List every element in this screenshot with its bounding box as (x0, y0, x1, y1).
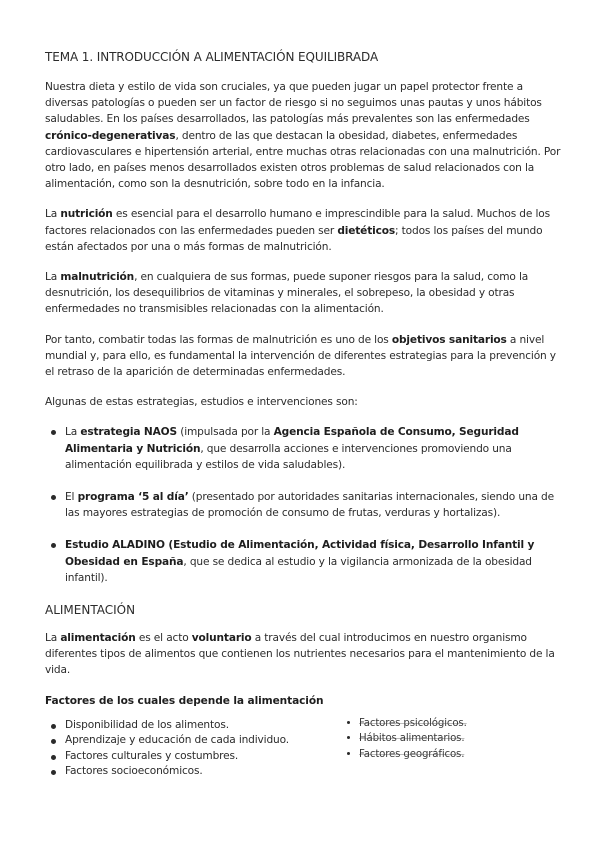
bold-term: programa ‘5 al día’ (77, 491, 189, 504)
list-item: Factores culturales y costumbres. (45, 749, 335, 765)
text-span: , que se dedica al estudio y la vigilancia armonizada de la obesidad infantil). (65, 555, 532, 584)
text-span: La (45, 632, 61, 645)
text-span: Hábitos alimentarios. (359, 733, 465, 745)
factors-left-column (45, 718, 335, 780)
text-span: La (45, 271, 61, 284)
section-title: ALIMENTACIÓN (45, 603, 136, 618)
text-span: a nivel mundial y, para ello, es fundamental la intervención de diferentes estrategias para la prevención y el retraso de la aparición de determinadas enfermedades. (45, 333, 556, 379)
bold-term: estrategia NAOS (80, 426, 177, 439)
bold-term: Agencia Española de Consumo, Seguridad Alimentaria y Nutrición (65, 426, 519, 455)
factors-right-column (345, 716, 565, 763)
text-span: ; todos los países del mundo están afectados por una o más formas de malnutrición. (45, 224, 543, 253)
objectives-paragraph (45, 332, 565, 381)
list-item (45, 489, 565, 521)
alimentacion-paragraph (45, 630, 565, 679)
bold-term: voluntario (191, 632, 252, 645)
page-title: TEMA 1. INTRODUCCIÓN A ALIMENTACIÓN EQUILIBRADA (45, 50, 379, 64)
list-item (345, 731, 565, 747)
bold-term: objetivos sanitarios (391, 333, 507, 346)
factors-heading: Factores de los cuales depende la alimentación (45, 694, 324, 707)
list-item: Disponibilidad de los alimentos. (45, 718, 335, 734)
bold-term: dietéticos (337, 224, 396, 237)
list-item: Aprendizaje y educación de cada individuo. (45, 733, 335, 749)
list-item: Factores socioeconómicos. (45, 764, 335, 780)
text-span: Por tanto, combatir todas las formas de malnutrición es uno de los (45, 333, 392, 346)
bold-term: crónico-degenerativas (45, 129, 176, 142)
list-item (345, 716, 565, 732)
list-item (45, 537, 565, 586)
text-span: , que desarrolla acciones e intervenciones promoviendo una alimentación equilibrada y estilos de vida saludables). (65, 442, 512, 471)
malnutrition-paragraph (45, 269, 565, 318)
factors-left-list (45, 718, 335, 780)
text-span: La (45, 208, 61, 221)
text-span: Factores geográficos. (359, 748, 465, 760)
text-span: El (65, 491, 78, 504)
text-span: (impulsada por la (177, 426, 274, 439)
text-span: a través del cual introducimos en nuestro organismo diferentes tipos de alimentos que contienen los nutrientes necesarios para el mantenimiento de la vida. (45, 632, 555, 677)
nutrition-paragraph (45, 206, 565, 255)
text-span: , en cualquiera de sus formas, puede suponer riesgos para la salud, como la desnutrición, los desequilibrios de vitaminas y minerales, el sobrepeso, la obesidad y otras enfermedades no transmisibles relacionadas con la alimentación. (45, 271, 529, 316)
bold-term: alimentación (60, 632, 136, 645)
factors-columns (45, 718, 565, 788)
text-span: Nuestra dieta y estilo de vida son cruciales, ya que pueden jugar un papel protector frente a diversas patologías o pueden ser un factor de riesgo si no seguimos unas pautas y unos hábitos saludables. En los países desarrollados, las patologías más prevalentes son las enfermedades (45, 81, 542, 126)
bold-term: nutrición (60, 208, 113, 221)
intro-paragraph (45, 79, 565, 192)
list-item (45, 424, 565, 473)
bold-term: Estudio ALADINO (Estudio de Alimentación, Actividad física, Desarrollo Infantil y Obesidad en España (65, 539, 535, 568)
factors-right-list (345, 716, 565, 763)
text-span: , dentro de las que destacan la obesidad, diabetes, enfermedades cardiovasculares e hipertensión arterial, entre muchas otras relacionadas con una malnutrición. Por otro lado, en países menos desarrollados existen otros problemas de salud relacionados con la alimentación, como son la desnutrición, sobre todo en la infancia. (45, 129, 561, 191)
list-item (345, 747, 565, 763)
text-span: es el acto (135, 632, 192, 645)
text-span: es esencial para el desarrollo humano e imprescindible para la salud. Muchos de los factores relacionados con las enfermedades pueden ser (45, 208, 550, 237)
bold-term: malnutrición (60, 271, 135, 284)
text-span: La (65, 426, 81, 439)
strategies-list (45, 424, 565, 586)
document-page (45, 49, 565, 788)
text-span: Factores psicológicos. (359, 717, 467, 729)
strategies-intro: Algunas de estas estrategias, estudios e intervenciones son: (45, 396, 358, 409)
text-span: (presentado por autoridades sanitarias internacionales, siendo una de las mayores estrategias de promoción de consumo de frutas, verduras y hortalizas). (65, 491, 554, 520)
